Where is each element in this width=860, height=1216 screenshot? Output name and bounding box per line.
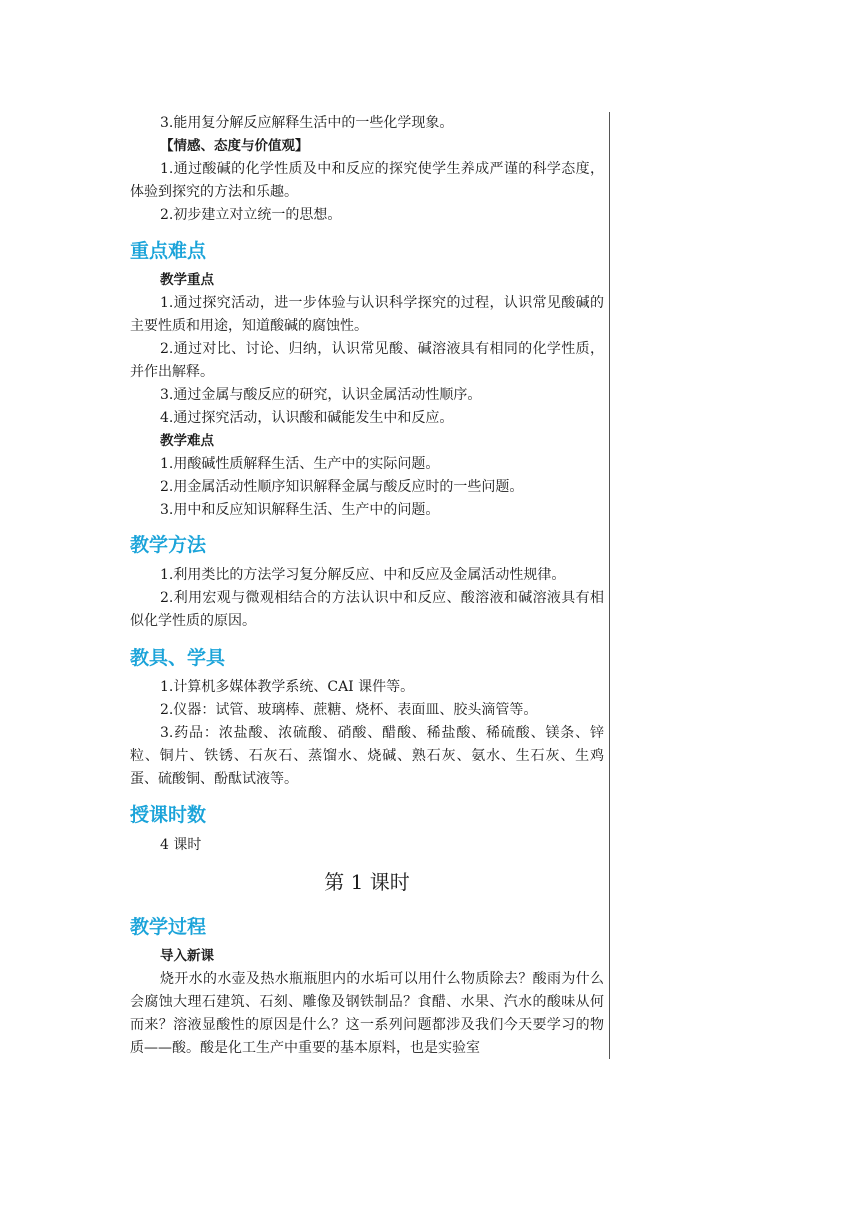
lesson-title: 第 1 课时 bbox=[324, 870, 410, 894]
intro-text: 烧开水的水壶及热水瓶瓶胆内的水垢可以用什么物质除去？酸雨为什么会腐蚀大理石建筑、石刻、雕像及钢铁制品？食醋、水果、汽水的酸味从何而来？溶液显酸性的原因是什么？这一系列问题都涉及我们今天要学习的物质——酸。酸是化工生产中重要的基本原料，也是实验室 bbox=[130, 971, 604, 1056]
difficulty-title: 教学难点 bbox=[160, 433, 214, 449]
process-heading: 教学过程 bbox=[130, 916, 207, 938]
difficulty-item: 3.用中和反应知识解释生活、生产中的问题。 bbox=[160, 502, 440, 518]
key-points-block bbox=[130, 269, 604, 522]
attitude-item-2: 2.初步建立对立统一的思想。 bbox=[160, 207, 342, 223]
hours-heading: 授课时数 bbox=[130, 804, 207, 826]
method-item: 2.利用宏观与微观相结合的方法认识中和反应、酸溶液和碱溶液具有相似化学性质的原因。 bbox=[130, 590, 604, 629]
method-item: 1.利用类比的方法学习复分解反应、中和反应及金属活动性规律。 bbox=[160, 567, 566, 583]
objective-item-3: 3.能用复分解反应解释生活中的一些化学现象。 bbox=[160, 115, 454, 131]
objectives-block bbox=[130, 112, 604, 227]
margin-rule bbox=[609, 112, 610, 1059]
key-points-heading: 重点难点 bbox=[130, 240, 207, 262]
tool-item: 2.仪器：试管、玻璃棒、蔗糖、烧杯、表面皿、胶头滴管等。 bbox=[160, 702, 538, 718]
focus-item: 1.通过探究活动，进一步体验与认识科学探究的过程，认识常见酸碱的主要性质和用途，知道酸碱的腐蚀性。 bbox=[130, 295, 604, 334]
tool-item: 1.计算机多媒体教学系统、CAI 课件等。 bbox=[160, 679, 415, 695]
hours-block bbox=[130, 834, 604, 857]
tool-item: 3.药品：浓盐酸、浓硫酸、硝酸、醋酸、稀盐酸、稀硫酸、镁条、锌粒、铜片、铁锈、石灰石、蒸馏水、烧碱、熟石灰、氨水、生石灰、生鸡蛋、硫酸铜、酚酞试液等。 bbox=[130, 725, 604, 787]
intro-title: 导入新课 bbox=[160, 948, 214, 964]
attitude-heading: 【情感、态度与价值观】 bbox=[160, 138, 309, 154]
tools-heading: 教具、学具 bbox=[130, 647, 226, 669]
process-block bbox=[130, 945, 604, 1060]
focus-title: 教学重点 bbox=[160, 272, 214, 288]
methods-heading: 教学方法 bbox=[130, 534, 207, 556]
difficulty-item: 2.用金属活动性顺序知识解释金属与酸反应时的一些问题。 bbox=[160, 479, 524, 495]
hours-value: 4 课时 bbox=[160, 837, 202, 853]
difficulty-item: 1.用酸碱性质解释生活、生产中的实际问题。 bbox=[160, 456, 440, 472]
tools-block bbox=[130, 676, 604, 791]
methods-block bbox=[130, 564, 604, 633]
focus-item: 2.通过对比、讨论、归纳，认识常见酸、碱溶液具有相同的化学性质，并作出解释。 bbox=[130, 341, 604, 380]
attitude-item-1: 1.通过酸碱的化学性质及中和反应的探究使学生养成严谨的科学态度，体验到探究的方法和乐趣。 bbox=[130, 161, 604, 200]
focus-item: 3.通过金属与酸反应的研究，认识金属活动性顺序。 bbox=[160, 387, 482, 403]
focus-item: 4.通过探究活动，认识酸和碱能发生中和反应。 bbox=[160, 410, 454, 426]
